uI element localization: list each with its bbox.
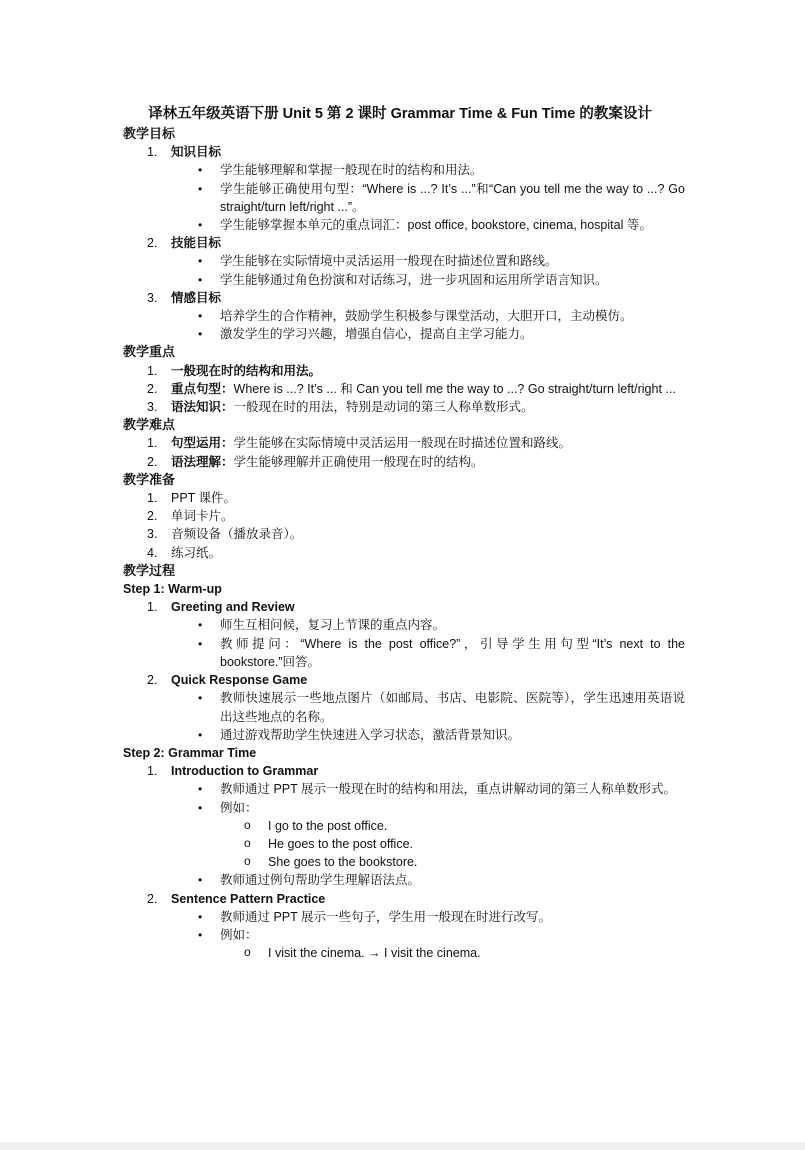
item-label: 知识目标 <box>171 145 222 160</box>
bullet-item: • 学生能够在实际情境中灵活运用一般现在时描述位置和路线。 <box>123 252 685 270</box>
item-label: 重点句型： <box>171 381 234 396</box>
objectives-list <box>123 234 685 252</box>
example-list <box>123 817 685 872</box>
page-title: 译林五年级英语下册 Unit 5 第 2 课时 Grammar Time & Fun Time 的教案设计 <box>148 106 652 122</box>
list-item <box>123 398 685 416</box>
item-number: 1. <box>147 436 158 451</box>
list-item <box>123 289 685 307</box>
bullet-list <box>123 908 685 944</box>
list-item <box>123 453 685 471</box>
item-label: Greeting and Review <box>171 600 295 615</box>
bullet-list <box>123 307 685 343</box>
objectives-list <box>123 143 685 161</box>
list-item <box>123 507 685 525</box>
item-label: 语法理解： <box>171 454 234 469</box>
item-number: 3. <box>147 290 158 305</box>
list-item <box>123 380 685 398</box>
objectives-list <box>123 289 685 307</box>
example-item: o I go to the post office. <box>123 817 685 835</box>
example-item: o He goes to the post office. <box>123 835 685 853</box>
list-item <box>123 234 685 252</box>
item-label: Quick Response Game <box>171 673 308 688</box>
bullet-list <box>123 161 685 234</box>
bullet-item: • 教师通过例句帮助学生理解语法点。 <box>123 871 685 889</box>
bullet-list <box>123 252 685 288</box>
bullet-list <box>123 616 685 671</box>
step2-list <box>123 762 685 780</box>
list-item <box>123 890 685 908</box>
preparation-heading: 教学准备 <box>123 471 176 487</box>
page-bottom-strip <box>0 1142 805 1150</box>
item-text: PPT 课件。 <box>171 491 237 506</box>
bullet-item: • 学生能够理解和掌握一般现在时的结构和用法。 <box>123 161 685 179</box>
item-number: 2. <box>147 891 158 906</box>
step1-list <box>123 598 685 616</box>
example-list <box>123 944 685 962</box>
difficulties-heading: 教学难点 <box>123 417 176 433</box>
list-item <box>123 598 685 616</box>
item-number: 1. <box>147 764 158 779</box>
item-number: 3. <box>147 527 158 542</box>
list-item <box>123 525 685 543</box>
item-label: 句型运用： <box>171 436 234 451</box>
item-number: 3. <box>147 400 158 415</box>
step2-list <box>123 890 685 908</box>
item-number: 1. <box>147 600 158 615</box>
item-label: 一般现在时的结构和用法。 <box>171 363 322 378</box>
item-number: 2. <box>147 509 158 524</box>
process-heading: 教学过程 <box>123 562 176 578</box>
item-label: Sentence Pattern Practice <box>171 891 326 906</box>
step2-title: Step 2: Grammar Time <box>123 745 257 760</box>
bullet-item: • 激发学生的学习兴趣，增强自信心，提高自主学习能力。 <box>123 325 685 343</box>
bullet-item: • 教师通过 PPT 展示一些句子，学生用一般现在时进行改写。 <box>123 908 685 926</box>
list-item <box>123 489 685 507</box>
item-label: 语法知识： <box>171 400 234 415</box>
item-text: 单词卡片。 <box>171 509 234 524</box>
lesson-plan <box>123 104 685 962</box>
item-number: 1. <box>147 491 158 506</box>
item-text: 学生能够理解并正确使用一般现在时的结构。 <box>233 454 484 469</box>
list-item <box>123 762 685 780</box>
item-text: 学生能够在实际情境中灵活运用一般现在时描述位置和路线。 <box>233 436 572 451</box>
bullet-item: • 通过游戏帮助学生快速进入学习状态，激活背景知识。 <box>123 726 685 744</box>
bullet-item: • 培养学生的合作精神，鼓励学生积极参与课堂活动，大胆开口，主动模仿。 <box>123 307 685 325</box>
item-label: Introduction to Grammar <box>171 764 319 779</box>
bullet-list <box>123 689 685 744</box>
list-item <box>123 362 685 380</box>
item-text: 一般现在时的用法，特别是动词的第三人称单数形式。 <box>233 400 534 415</box>
item-number: 4. <box>147 545 158 560</box>
bullet-item: • 学生能够掌握本单元的重点词汇：post office, bookstore, cinema, hospital 等。 <box>123 216 685 234</box>
bullet-item: • 例如： <box>123 926 685 944</box>
list-item <box>123 671 685 689</box>
item-number: 1. <box>147 145 158 160</box>
item-label: 技能目标 <box>171 236 222 251</box>
step1-title: Step 1: Warm-up <box>123 582 222 597</box>
item-text: Where is ...? It’s ... 和 Can you tell me the way to ...? Go straight/turn left/right ... <box>233 381 676 396</box>
key-points-list <box>123 362 685 417</box>
example-item: o I visit the cinema. → I visit the cinema. <box>123 944 685 962</box>
step1-list <box>123 671 685 689</box>
list-item <box>123 544 685 562</box>
item-number: 1. <box>147 363 158 378</box>
key-points-heading: 教学重点 <box>123 344 176 360</box>
bullet-item: • 学生能够通过角色扮演和对话练习，进一步巩固和运用所学语言知识。 <box>123 271 685 289</box>
difficulties-list <box>123 434 685 470</box>
example-item: o She goes to the bookstore. <box>123 853 685 871</box>
objectives-heading: 教学目标 <box>123 126 176 141</box>
item-text: 音频设备（播放录音）。 <box>171 527 303 542</box>
item-label: 情感目标 <box>171 290 222 305</box>
bullet-item: • 师生互相问候，复习上节课的重点内容。 <box>123 616 685 634</box>
item-number: 2. <box>147 236 158 251</box>
bullet-item: • 教师快速展示一些地点图片（如邮局、书店、电影院、医院等），学生迅速用英语说出这些地点的名称。 <box>123 689 685 725</box>
list-item <box>123 143 685 161</box>
item-number: 2. <box>147 673 158 688</box>
item-number: 2. <box>147 454 158 469</box>
item-number: 2. <box>147 381 158 396</box>
bullet-item: • 学生能够正确使用句型：“Where is ...? It’s ...”和“Can you tell me the way to ...? Go straight/turn left/right ...”。 <box>123 180 685 216</box>
bullet-item: • 例如： <box>123 799 685 817</box>
item-text: 练习纸。 <box>171 545 222 560</box>
bullet-list <box>123 780 685 816</box>
bullet-item: • 教师提问：“Where is the post office?”，引导学生用句型“It’s next to the bookstore.”回答。 <box>123 635 685 671</box>
preparation-list <box>123 489 685 562</box>
bullet-item: • 教师通过 PPT 展示一般现在时的结构和用法，重点讲解动词的第三人称单数形式。 <box>123 780 685 798</box>
bullet-list <box>123 871 685 889</box>
list-item <box>123 434 685 452</box>
